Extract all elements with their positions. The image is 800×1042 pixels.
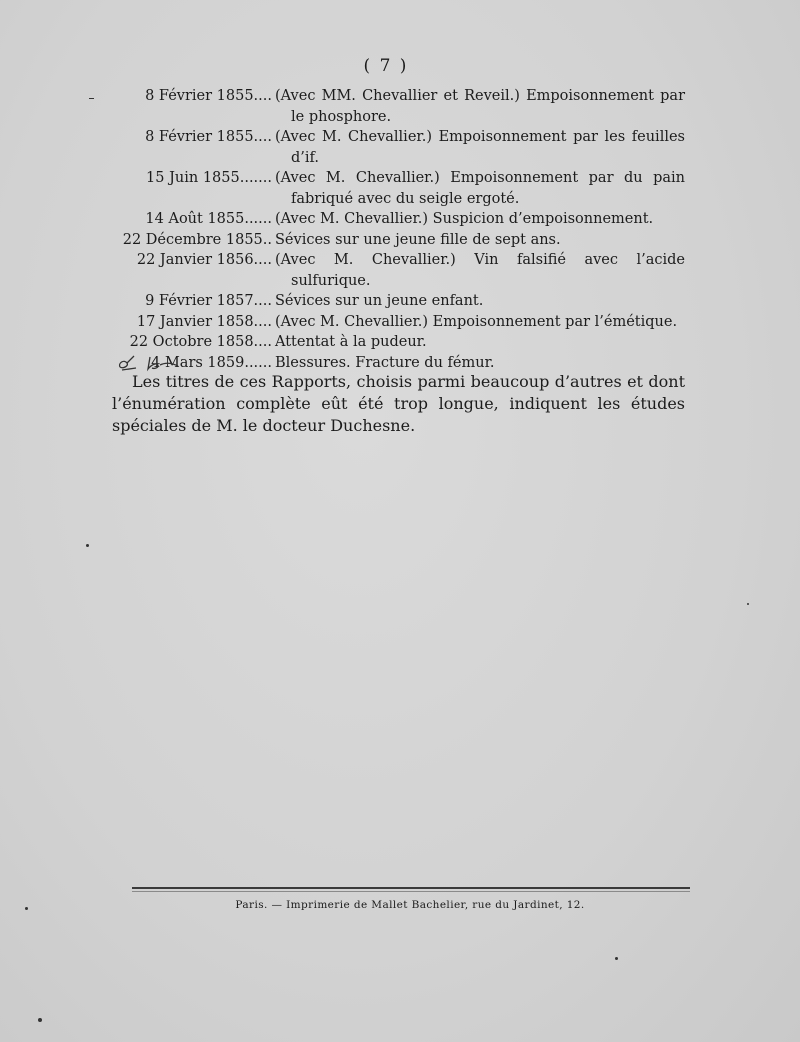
entry-description: (Avec M. Chevallier.) Suspicion d’empoisonnement. — [275, 211, 654, 227]
entry-description: Attentat à la pudeur. — [275, 334, 427, 350]
entry-description: Sévices sur un jeune enfant. — [275, 293, 484, 309]
entry-date: 15 Juin 1855....... — [146, 170, 272, 186]
entry-description: (Avec M. Chevallier.) Empoisonnement par du pain fabriqué avec du seigle ergoté. — [275, 170, 685, 207]
entry-description: (Avec M. Chevallier.) Empoisonnement par les feuilles d’if. — [275, 129, 685, 166]
entry-description: (Avec MM. Chevallier et Reveil.) Empoisonnement par le phosphore. — [275, 88, 685, 125]
handwritten-mark — [114, 353, 194, 373]
list-item — [100, 127, 685, 168]
footer-rule — [132, 887, 690, 889]
list-item — [100, 209, 685, 230]
entry-date: 4 Mars 1859...... — [151, 354, 272, 371]
entry-date: 22 Décembre 1855.. — [122, 231, 272, 248]
paper-speck — [747, 603, 749, 605]
entry-date: 8 Février 1855.... — [145, 129, 272, 145]
entry-date: 17 Janvier 1858.... — [136, 313, 272, 330]
paper-speck — [89, 98, 94, 99]
footer-rule-thin — [132, 891, 690, 892]
page-number: ( 7 ) — [363, 56, 409, 76]
entry-description: Blessures. Fracture du fémur. — [275, 354, 495, 371]
list-item — [100, 86, 685, 127]
paper-speck — [86, 544, 89, 547]
entry-date: 22 Octobre 1858.... — [129, 334, 272, 350]
entry-date: 22 Janvier 1856.... — [136, 252, 272, 268]
entry-description: Sévices sur une jeune fille de sept ans. — [275, 231, 561, 248]
entry-date: 9 Février 1857.... — [145, 293, 272, 309]
closing-paragraph: Les titres de ces Rapports, choisis parmi beaucoup d’autres et dont l’énumération complète eût été trop longue, indiquent les études spéciales de M. le docteur Duchesne. — [112, 372, 685, 435]
entry-description: (Avec M. Chevallier.) Vin falsifié avec l’acide sulfurique. — [275, 252, 685, 289]
entry-date: 14 Août 1855...... — [145, 211, 272, 227]
report-list — [100, 86, 685, 373]
list-item — [100, 168, 685, 209]
entry-date: 8 Février 1855.... — [145, 88, 272, 104]
list-item — [100, 230, 685, 251]
list-item — [100, 250, 685, 291]
entry-description: (Avec M. Chevallier.) Empoisonnement par l’émétique. — [275, 313, 678, 330]
list-item — [100, 332, 685, 353]
list-item — [100, 291, 685, 312]
list-item — [100, 312, 685, 333]
paper-speck — [615, 957, 618, 960]
paper-speck — [25, 907, 28, 910]
paper-speck — [38, 1018, 42, 1022]
printer-imprint: Paris. — Imprimerie de Mallet Bachelier, rue du Jardinet, 12. — [235, 899, 585, 911]
